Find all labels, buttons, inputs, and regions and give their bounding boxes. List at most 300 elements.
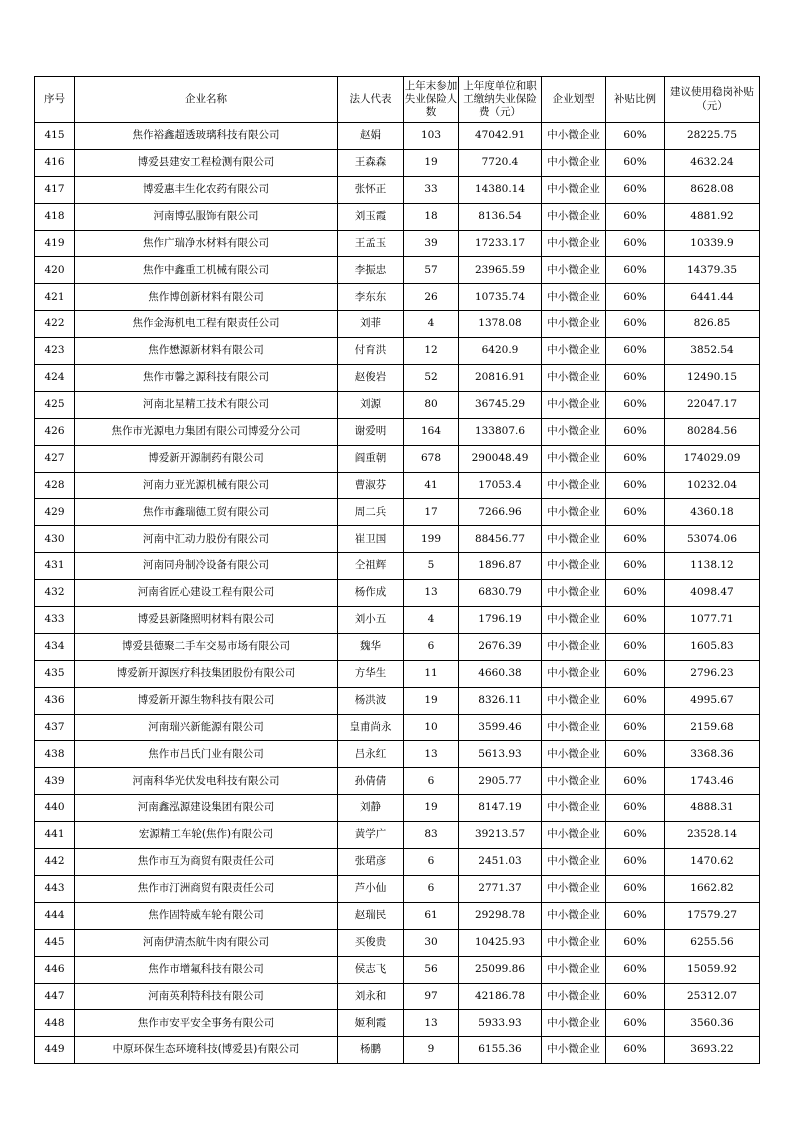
cell-serial: 423: [35, 338, 75, 365]
cell-suggested-subsidy: 10339.9: [665, 230, 760, 257]
cell-suggested-subsidy: 1662.82: [665, 875, 760, 902]
table-row: [35, 284, 760, 311]
cell-suggested-subsidy: 1743.46: [665, 768, 760, 795]
cell-company-name: 焦作市馨之源科技有限公司: [75, 365, 338, 392]
cell-suggested-subsidy: 14379.35: [665, 257, 760, 284]
cell-subsidy-ratio: 60%: [606, 391, 665, 418]
cell-serial: 430: [35, 526, 75, 553]
header-suggested-subsidy: 建议使用稳岗补贴（元）: [665, 77, 760, 123]
cell-premium-paid: 88456.77: [459, 526, 542, 553]
cell-legal-rep: 张怀正: [338, 176, 404, 203]
cell-premium-paid: 36745.29: [459, 391, 542, 418]
cell-subsidy-ratio: 60%: [606, 365, 665, 392]
cell-suggested-subsidy: 4888.31: [665, 795, 760, 822]
cell-enterprise-type: 中小微企业: [542, 660, 606, 687]
table-row: [35, 741, 760, 768]
cell-subsidy-ratio: 60%: [606, 633, 665, 660]
cell-company-name: 河南力亚光源机械有限公司: [75, 472, 338, 499]
cell-premium-paid: 20816.91: [459, 365, 542, 392]
cell-insured-count: 9: [404, 1037, 459, 1064]
table-row: [35, 499, 760, 526]
cell-premium-paid: 2771.37: [459, 875, 542, 902]
cell-subsidy-ratio: 60%: [606, 795, 665, 822]
cell-premium-paid: 1796.19: [459, 607, 542, 634]
cell-suggested-subsidy: 22047.17: [665, 391, 760, 418]
cell-legal-rep: 刘源: [338, 391, 404, 418]
cell-insured-count: 6: [404, 849, 459, 876]
cell-enterprise-type: 中小微企业: [542, 902, 606, 929]
cell-insured-count: 17: [404, 499, 459, 526]
cell-company-name: 焦作裕鑫超透玻璃科技有限公司: [75, 123, 338, 150]
cell-insured-count: 61: [404, 902, 459, 929]
table-row: [35, 472, 760, 499]
cell-insured-count: 6: [404, 633, 459, 660]
cell-suggested-subsidy: 1470.62: [665, 849, 760, 876]
cell-company-name: 河南科华光伏发电科技有限公司: [75, 768, 338, 795]
cell-enterprise-type: 中小微企业: [542, 123, 606, 150]
table-row: [35, 956, 760, 983]
table-row: [35, 607, 760, 634]
cell-insured-count: 12: [404, 338, 459, 365]
cell-serial: 431: [35, 553, 75, 580]
cell-legal-rep: 黄学广: [338, 822, 404, 849]
cell-suggested-subsidy: 80284.56: [665, 418, 760, 445]
cell-suggested-subsidy: 12490.15: [665, 365, 760, 392]
cell-company-name: 焦作市安平安全事务有限公司: [75, 1010, 338, 1037]
cell-company-name: 博爱新开源医疗科技集团股份有限公司: [75, 660, 338, 687]
cell-serial: 427: [35, 445, 75, 472]
cell-insured-count: 678: [404, 445, 459, 472]
cell-serial: 425: [35, 391, 75, 418]
cell-subsidy-ratio: 60%: [606, 149, 665, 176]
cell-subsidy-ratio: 60%: [606, 499, 665, 526]
cell-enterprise-type: 中小微企业: [542, 445, 606, 472]
cell-legal-rep: 姬利霞: [338, 1010, 404, 1037]
cell-premium-paid: 17233.17: [459, 230, 542, 257]
cell-premium-paid: 6420.9: [459, 338, 542, 365]
table-row: [35, 983, 760, 1010]
cell-premium-paid: 2676.39: [459, 633, 542, 660]
cell-company-name: 焦作金海机电工程有限责任公司: [75, 311, 338, 338]
subsidy-table: [34, 76, 760, 1064]
cell-legal-rep: 赵瑞民: [338, 902, 404, 929]
cell-suggested-subsidy: 826.85: [665, 311, 760, 338]
cell-premium-paid: 8326.11: [459, 687, 542, 714]
cell-serial: 446: [35, 956, 75, 983]
cell-enterprise-type: 中小微企业: [542, 822, 606, 849]
cell-company-name: 焦作市互为商贸有限责任公司: [75, 849, 338, 876]
cell-enterprise-type: 中小微企业: [542, 849, 606, 876]
cell-premium-paid: 10735.74: [459, 284, 542, 311]
cell-suggested-subsidy: 1077.71: [665, 607, 760, 634]
cell-legal-rep: 刘菲: [338, 311, 404, 338]
cell-serial: 435: [35, 660, 75, 687]
cell-enterprise-type: 中小微企业: [542, 929, 606, 956]
cell-suggested-subsidy: 8628.08: [665, 176, 760, 203]
cell-premium-paid: 3599.46: [459, 714, 542, 741]
cell-company-name: 焦作懋源新材料有限公司: [75, 338, 338, 365]
table-row: [35, 418, 760, 445]
cell-enterprise-type: 中小微企业: [542, 149, 606, 176]
cell-insured-count: 80: [404, 391, 459, 418]
cell-subsidy-ratio: 60%: [606, 849, 665, 876]
cell-premium-paid: 10425.93: [459, 929, 542, 956]
cell-insured-count: 83: [404, 822, 459, 849]
cell-company-name: 博爱县新隆照明材料有限公司: [75, 607, 338, 634]
cell-insured-count: 13: [404, 741, 459, 768]
cell-subsidy-ratio: 60%: [606, 741, 665, 768]
cell-subsidy-ratio: 60%: [606, 902, 665, 929]
cell-company-name: 河南瑞兴新能源有限公司: [75, 714, 338, 741]
cell-company-name: 河南鑫泓源建设集团有限公司: [75, 795, 338, 822]
cell-suggested-subsidy: 2796.23: [665, 660, 760, 687]
cell-suggested-subsidy: 3852.54: [665, 338, 760, 365]
cell-suggested-subsidy: 23528.14: [665, 822, 760, 849]
cell-legal-rep: 魏华: [338, 633, 404, 660]
cell-serial: 428: [35, 472, 75, 499]
cell-serial: 436: [35, 687, 75, 714]
cell-serial: 433: [35, 607, 75, 634]
cell-subsidy-ratio: 60%: [606, 660, 665, 687]
cell-serial: 440: [35, 795, 75, 822]
cell-subsidy-ratio: 60%: [606, 418, 665, 445]
cell-insured-count: 11: [404, 660, 459, 687]
cell-enterprise-type: 中小微企业: [542, 472, 606, 499]
cell-company-name: 博爱新开源生物科技有限公司: [75, 687, 338, 714]
cell-legal-rep: 张珺彦: [338, 849, 404, 876]
cell-company-name: 焦作市光源电力集团有限公司博爱分公司: [75, 418, 338, 445]
cell-serial: 449: [35, 1037, 75, 1064]
cell-enterprise-type: 中小微企业: [542, 1010, 606, 1037]
cell-insured-count: 6: [404, 875, 459, 902]
cell-enterprise-type: 中小微企业: [542, 983, 606, 1010]
table-row: [35, 1010, 760, 1037]
cell-enterprise-type: 中小微企业: [542, 526, 606, 553]
cell-enterprise-type: 中小微企业: [542, 875, 606, 902]
cell-insured-count: 6: [404, 768, 459, 795]
cell-subsidy-ratio: 60%: [606, 714, 665, 741]
cell-premium-paid: 290048.49: [459, 445, 542, 472]
cell-enterprise-type: 中小微企业: [542, 1037, 606, 1064]
cell-enterprise-type: 中小微企业: [542, 418, 606, 445]
table-row: [35, 203, 760, 230]
cell-company-name: 焦作市汀洲商贸有限责任公司: [75, 875, 338, 902]
header-insured-count: 上年末参加失业保险人数: [404, 77, 459, 123]
cell-serial: 434: [35, 633, 75, 660]
cell-serial: 443: [35, 875, 75, 902]
cell-subsidy-ratio: 60%: [606, 284, 665, 311]
cell-company-name: 焦作博创新材料有限公司: [75, 284, 338, 311]
table-row: [35, 580, 760, 607]
cell-subsidy-ratio: 60%: [606, 445, 665, 472]
cell-company-name: 河南北星精工技术有限公司: [75, 391, 338, 418]
cell-legal-rep: 谢爱明: [338, 418, 404, 445]
cell-suggested-subsidy: 4881.92: [665, 203, 760, 230]
cell-premium-paid: 47042.91: [459, 123, 542, 150]
table-row: [35, 338, 760, 365]
cell-company-name: 博爱新开源制药有限公司: [75, 445, 338, 472]
cell-subsidy-ratio: 60%: [606, 338, 665, 365]
cell-subsidy-ratio: 60%: [606, 203, 665, 230]
cell-insured-count: 164: [404, 418, 459, 445]
cell-company-name: 宏源精工车轮(焦作)有限公司: [75, 822, 338, 849]
cell-suggested-subsidy: 53074.06: [665, 526, 760, 553]
header-legal-rep: 法人代表: [338, 77, 404, 123]
cell-premium-paid: 1378.08: [459, 311, 542, 338]
cell-enterprise-type: 中小微企业: [542, 580, 606, 607]
cell-insured-count: 39: [404, 230, 459, 257]
cell-insured-count: 103: [404, 123, 459, 150]
cell-enterprise-type: 中小微企业: [542, 633, 606, 660]
cell-premium-paid: 7266.96: [459, 499, 542, 526]
table-row: [35, 660, 760, 687]
cell-premium-paid: 17053.4: [459, 472, 542, 499]
header-subsidy-ratio: 补贴比例: [606, 77, 665, 123]
cell-legal-rep: 芦小仙: [338, 875, 404, 902]
table-row: [35, 123, 760, 150]
cell-legal-rep: 赵娟: [338, 123, 404, 150]
cell-subsidy-ratio: 60%: [606, 687, 665, 714]
cell-insured-count: 19: [404, 687, 459, 714]
cell-subsidy-ratio: 60%: [606, 230, 665, 257]
cell-serial: 447: [35, 983, 75, 1010]
cell-serial: 415: [35, 123, 75, 150]
cell-premium-paid: 5613.93: [459, 741, 542, 768]
cell-company-name: 焦作市鑫瑞德工贸有限公司: [75, 499, 338, 526]
cell-serial: 420: [35, 257, 75, 284]
cell-suggested-subsidy: 17579.27: [665, 902, 760, 929]
cell-subsidy-ratio: 60%: [606, 580, 665, 607]
cell-insured-count: 56: [404, 956, 459, 983]
cell-legal-rep: 杨洪波: [338, 687, 404, 714]
cell-enterprise-type: 中小微企业: [542, 284, 606, 311]
cell-suggested-subsidy: 6441.44: [665, 284, 760, 311]
cell-enterprise-type: 中小微企业: [542, 176, 606, 203]
table-row: [35, 365, 760, 392]
cell-suggested-subsidy: 3693.22: [665, 1037, 760, 1064]
cell-serial: 448: [35, 1010, 75, 1037]
cell-serial: 444: [35, 902, 75, 929]
cell-company-name: 焦作中鑫重工机械有限公司: [75, 257, 338, 284]
table-row: [35, 849, 760, 876]
cell-subsidy-ratio: 60%: [606, 768, 665, 795]
cell-insured-count: 26: [404, 284, 459, 311]
cell-legal-rep: 吕永红: [338, 741, 404, 768]
cell-enterprise-type: 中小微企业: [542, 365, 606, 392]
table-row: [35, 822, 760, 849]
cell-subsidy-ratio: 60%: [606, 123, 665, 150]
cell-premium-paid: 2905.77: [459, 768, 542, 795]
cell-insured-count: 19: [404, 149, 459, 176]
table-row: [35, 633, 760, 660]
cell-legal-rep: 方华生: [338, 660, 404, 687]
cell-legal-rep: 付育洪: [338, 338, 404, 365]
cell-premium-paid: 14380.14: [459, 176, 542, 203]
cell-legal-rep: 赵俊岩: [338, 365, 404, 392]
cell-suggested-subsidy: 10232.04: [665, 472, 760, 499]
table-row: [35, 257, 760, 284]
cell-insured-count: 18: [404, 203, 459, 230]
cell-legal-rep: 周二兵: [338, 499, 404, 526]
table-row: [35, 526, 760, 553]
cell-company-name: 焦作市吕氏门业有限公司: [75, 741, 338, 768]
cell-legal-rep: 侯志飞: [338, 956, 404, 983]
cell-premium-paid: 1896.87: [459, 553, 542, 580]
cell-company-name: 河南伊清杰航牛肉有限公司: [75, 929, 338, 956]
cell-enterprise-type: 中小微企业: [542, 391, 606, 418]
cell-legal-rep: 杨鹏: [338, 1037, 404, 1064]
cell-company-name: 博爱惠丰生化农药有限公司: [75, 176, 338, 203]
header-company-name: 企业名称: [75, 77, 338, 123]
cell-enterprise-type: 中小微企业: [542, 768, 606, 795]
cell-suggested-subsidy: 4632.24: [665, 149, 760, 176]
cell-subsidy-ratio: 60%: [606, 607, 665, 634]
cell-insured-count: 41: [404, 472, 459, 499]
cell-insured-count: 13: [404, 580, 459, 607]
cell-enterprise-type: 中小微企业: [542, 499, 606, 526]
table-row: [35, 391, 760, 418]
cell-premium-paid: 8136.54: [459, 203, 542, 230]
cell-serial: 426: [35, 418, 75, 445]
cell-subsidy-ratio: 60%: [606, 956, 665, 983]
cell-legal-rep: 王森森: [338, 149, 404, 176]
cell-company-name: 焦作市增氟科技有限公司: [75, 956, 338, 983]
cell-serial: 416: [35, 149, 75, 176]
cell-company-name: 博爱县建安工程检测有限公司: [75, 149, 338, 176]
cell-suggested-subsidy: 2159.68: [665, 714, 760, 741]
cell-premium-paid: 6830.79: [459, 580, 542, 607]
cell-suggested-subsidy: 1605.83: [665, 633, 760, 660]
cell-serial: 432: [35, 580, 75, 607]
cell-insured-count: 57: [404, 257, 459, 284]
cell-legal-rep: 刘小五: [338, 607, 404, 634]
table-row: [35, 445, 760, 472]
table-row: [35, 1037, 760, 1064]
cell-legal-rep: 杨作成: [338, 580, 404, 607]
cell-enterprise-type: 中小微企业: [542, 257, 606, 284]
cell-serial: 422: [35, 311, 75, 338]
cell-suggested-subsidy: 4098.47: [665, 580, 760, 607]
cell-company-name: 河南英利特科技有限公司: [75, 983, 338, 1010]
cell-suggested-subsidy: 3560.36: [665, 1010, 760, 1037]
table-row: [35, 553, 760, 580]
cell-insured-count: 19: [404, 795, 459, 822]
cell-enterprise-type: 中小微企业: [542, 553, 606, 580]
cell-suggested-subsidy: 1138.12: [665, 553, 760, 580]
cell-insured-count: 199: [404, 526, 459, 553]
cell-serial: 429: [35, 499, 75, 526]
cell-insured-count: 52: [404, 365, 459, 392]
table-row: [35, 929, 760, 956]
cell-legal-rep: 刘玉霞: [338, 203, 404, 230]
cell-subsidy-ratio: 60%: [606, 526, 665, 553]
cell-serial: 441: [35, 822, 75, 849]
table-header-row: [35, 77, 760, 123]
cell-premium-paid: 25099.86: [459, 956, 542, 983]
cell-serial: 437: [35, 714, 75, 741]
cell-insured-count: 5: [404, 553, 459, 580]
cell-company-name: 河南中汇动力股份有限公司: [75, 526, 338, 553]
cell-premium-paid: 6155.36: [459, 1037, 542, 1064]
table-row: [35, 149, 760, 176]
cell-company-name: 博爱县德聚二手车交易市场有限公司: [75, 633, 338, 660]
cell-enterprise-type: 中小微企业: [542, 687, 606, 714]
table-row: [35, 768, 760, 795]
cell-enterprise-type: 中小微企业: [542, 230, 606, 257]
cell-insured-count: 13: [404, 1010, 459, 1037]
cell-serial: 417: [35, 176, 75, 203]
cell-subsidy-ratio: 60%: [606, 983, 665, 1010]
cell-suggested-subsidy: 174029.09: [665, 445, 760, 472]
cell-serial: 419: [35, 230, 75, 257]
cell-premium-paid: 29298.78: [459, 902, 542, 929]
cell-company-name: 中原环保生态环境科技(博爱县)有限公司: [75, 1037, 338, 1064]
cell-insured-count: 33: [404, 176, 459, 203]
cell-company-name: 河南博弘服饰有限公司: [75, 203, 338, 230]
cell-subsidy-ratio: 60%: [606, 822, 665, 849]
cell-enterprise-type: 中小微企业: [542, 311, 606, 338]
cell-suggested-subsidy: 4995.67: [665, 687, 760, 714]
cell-enterprise-type: 中小微企业: [542, 607, 606, 634]
cell-legal-rep: 王孟玉: [338, 230, 404, 257]
cell-subsidy-ratio: 60%: [606, 1037, 665, 1064]
cell-insured-count: 97: [404, 983, 459, 1010]
cell-suggested-subsidy: 25312.07: [665, 983, 760, 1010]
cell-subsidy-ratio: 60%: [606, 257, 665, 284]
cell-insured-count: 4: [404, 311, 459, 338]
cell-premium-paid: 4660.38: [459, 660, 542, 687]
cell-premium-paid: 23965.59: [459, 257, 542, 284]
cell-insured-count: 4: [404, 607, 459, 634]
cell-company-name: 焦作固特威车轮有限公司: [75, 902, 338, 929]
cell-insured-count: 30: [404, 929, 459, 956]
cell-suggested-subsidy: 4360.18: [665, 499, 760, 526]
table-row: [35, 176, 760, 203]
cell-legal-rep: 阎重朝: [338, 445, 404, 472]
table-row: [35, 714, 760, 741]
cell-serial: 439: [35, 768, 75, 795]
cell-company-name: 河南省匠心建设工程有限公司: [75, 580, 338, 607]
cell-enterprise-type: 中小微企业: [542, 741, 606, 768]
cell-premium-paid: 7720.4: [459, 149, 542, 176]
table-row: [35, 902, 760, 929]
table-row: [35, 230, 760, 257]
cell-legal-rep: 崔卫国: [338, 526, 404, 553]
cell-company-name: 焦作广瑞净水材料有限公司: [75, 230, 338, 257]
cell-serial: 424: [35, 365, 75, 392]
cell-premium-paid: 2451.03: [459, 849, 542, 876]
cell-legal-rep: 买俊贵: [338, 929, 404, 956]
cell-premium-paid: 5933.93: [459, 1010, 542, 1037]
cell-suggested-subsidy: 6255.56: [665, 929, 760, 956]
cell-legal-rep: 曹淑芬: [338, 472, 404, 499]
cell-legal-rep: 李振忠: [338, 257, 404, 284]
cell-legal-rep: 孙倩倩: [338, 768, 404, 795]
cell-premium-paid: 42186.78: [459, 983, 542, 1010]
cell-company-name: 河南同舟制冷设备有限公司: [75, 553, 338, 580]
cell-enterprise-type: 中小微企业: [542, 795, 606, 822]
cell-premium-paid: 8147.19: [459, 795, 542, 822]
cell-subsidy-ratio: 60%: [606, 1010, 665, 1037]
cell-suggested-subsidy: 3368.36: [665, 741, 760, 768]
table-row: [35, 795, 760, 822]
table-row: [35, 311, 760, 338]
cell-serial: 438: [35, 741, 75, 768]
header-serial: 序号: [35, 77, 75, 123]
cell-legal-rep: 皇甫尚永: [338, 714, 404, 741]
cell-subsidy-ratio: 60%: [606, 553, 665, 580]
cell-legal-rep: 刘永和: [338, 983, 404, 1010]
